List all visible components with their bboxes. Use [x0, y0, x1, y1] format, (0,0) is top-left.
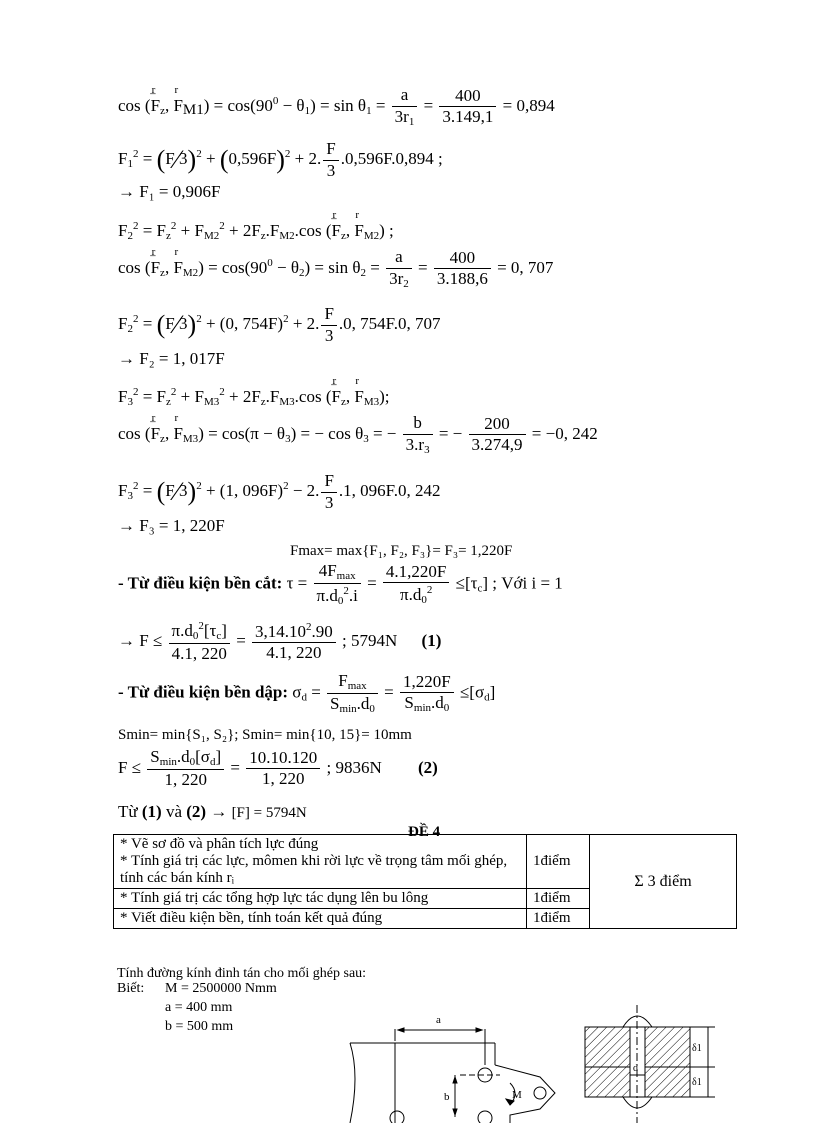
- grading-score: 1điểm: [527, 909, 590, 929]
- eq-f3-result: → F₃ = 1, 220F: [118, 516, 225, 535]
- problem-b: b = 500 mm: [165, 1019, 234, 1034]
- figure-label-m: M: [512, 1089, 522, 1101]
- grading-criterion: * Tính giá trị các tổng hợp lực tác dụng lên bu lông: [114, 889, 527, 909]
- figure-label-b: b: [444, 1091, 450, 1103]
- grading-total: Σ 3 điểm: [590, 835, 737, 929]
- grading-criterion: * Viết điều kiện bền, tính toán kết quả đúng: [114, 909, 527, 929]
- grading-table: [113, 834, 737, 929]
- eq-f1-squared: $F_1^2$ = (F⁄3)$^2$ + $(0,596F)^2 + 2$. $\frac{F}{3}$ .0,596F.0,894 ;: [118, 139, 443, 180]
- riveted-joint-figure: [340, 1005, 740, 1123]
- problem-m: M = 2500000 Nmm: [165, 981, 277, 996]
- eq-shear-condition: - Từ điều kiện bền cắt: τ = $\frac{4F_{max}}{\pi.d_0^2.i}$ = $\frac{4.1,220F}{\pi.d_0^2}$ $\le[\tau_c]$ ; Với i = 1: [118, 561, 563, 608]
- eq-f3-def: $F_3^2 = F_z^2 + F_{M3}^2 + 2F_z.F_{M3}.\cos$ (F r̲ $_z$, F r $_{M3}$);: [118, 375, 390, 408]
- section-heading: ĐỀ 4: [408, 824, 441, 840]
- eq-f2-def: $F_2^2 = F_z^2 + F_{M2}^2 + 2F_z.F_{M2}.\cos$ (F r̲ $_z$, F r $_{M2}$) ;: [118, 209, 394, 242]
- eq-f2-result: → F₂ = 1, 017F: [118, 349, 225, 368]
- eq-smin: Smin= min{S₁, S₂}; Smin= min{10, 15}= 10mm: [118, 727, 412, 743]
- eq-fmax: Fmax= max{F₁, F₂, F₃}= F₃= 1,220F: [290, 543, 513, 559]
- eq-cos-m1: cos (F r̲ $_z$, F r $_{M1}) = \cos(90^0 - \theta_1) = \sin \theta_1$ = $\frac{a}{3r_1}$ = $\frac{400}{3.149,1}$ = 0,894: [118, 83, 555, 128]
- figure-label-delta2: δ1: [692, 1077, 702, 1088]
- grading-score: 1điểm: [527, 889, 590, 909]
- eq-crush-condition: - Từ điều kiện bền dập: $\sigma_d$ = $\frac{F_{max}}{S_{min}.d_0}$ = $\frac{1,220F}{S_{min}.d_0}$ $\le[\sigma_d]$: [118, 671, 496, 716]
- eq-f3-squared: $F_3^2$ = (F⁄3)$^2$ + (1, 096F)$^2$ − 2. $\frac{F}{3}$ .1, 096F.0, 242: [118, 471, 441, 512]
- grading-criterion: * Vẽ sơ đồ và phân tích lực đúng * Tính giá trị các lực, mômen khi rời lực về trọng tâm mối ghép, tính các bán kính rᵢ: [114, 835, 527, 889]
- eq-cos-m2: cos (F r̲ $_z$, F r $_{M2}) = \cos(90^0 - \theta_2) = \sin \theta_2$ = $\frac{a}{3r_2}$ = $\frac{400}{3.188,6}$ = 0, 707: [118, 245, 554, 290]
- table-row: [114, 835, 737, 889]
- figure-label-a: a: [436, 1014, 441, 1026]
- figure-label-d: d: [633, 1063, 638, 1074]
- eq-f1-result: → F₁ = 0,906F: [118, 182, 221, 201]
- eq-crush-result: F ≤ $\frac{S_{min}.d_0[\sigma_d]}{1, 220}$ = $\frac{10.10.120}{1, 220}$ ; 9836N (2): [118, 747, 438, 790]
- problem-a: a = 400 mm: [165, 1000, 233, 1015]
- figure-label-delta1: δ1: [692, 1043, 702, 1054]
- problem-given: Biết:: [117, 981, 145, 996]
- grading-score: 1điểm: [527, 835, 590, 889]
- eq-cos-m3: cos (F r̲ $_z$, F r $_{M3}) = \cos(\pi - \theta_3)$ = − $\cos \theta_3$ = − $\frac{b}{3.r_3}$ = − $\frac{200}{3.274,9}$ = −0, 242: [118, 411, 598, 456]
- problem-intro: Tính đường kính đinh tán cho mối ghép sau:: [117, 966, 367, 981]
- eq-shear-result: → F ≤ $\frac{\pi.d_0^2[\tau_c]}{4.1, 220}$ = $\frac{3,14.10^2.90}{4.1, 220}$ ; 5794N (1): [118, 620, 442, 664]
- eq-f2-squared: $F_2^2$ = (F⁄3)$^2$ + (0, 754F)$^2$ + 2. $\frac{F}{3}$ .0, 754F.0, 707: [118, 304, 441, 345]
- eq-final: Từ (1) và (2) → [F] = 5794N: [118, 802, 307, 821]
